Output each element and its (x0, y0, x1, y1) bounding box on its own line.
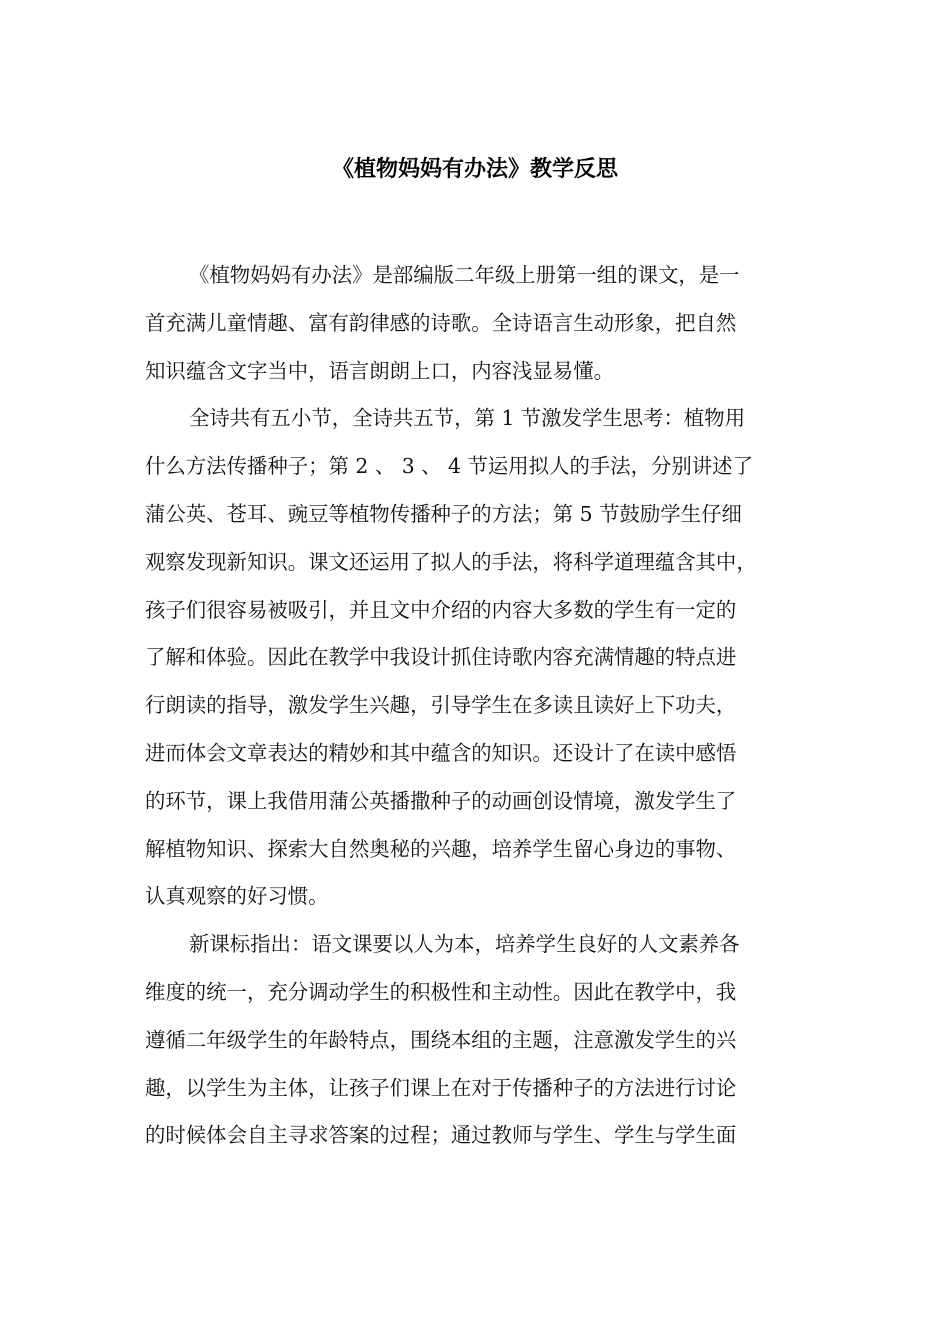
document-body (145, 252, 815, 1160)
paragraph-line: 《植物妈妈有办法》是部编版二年级上册第一组的课文，是一 (189, 263, 740, 287)
paragraph-line: 遵循二年级学生的年龄特点，围绕本组的主题，注意激发学生的兴 (145, 1027, 737, 1052)
document-title: 《植物妈妈有办法》教学反思 (331, 157, 618, 182)
paragraph-line: 观察发现新知识。课文还运用了拟人的手法，将科学道理蕴含其中， (145, 549, 757, 574)
paragraph-2 (145, 395, 815, 921)
paragraph-line: 的环节，课上我借用蒲公英播撒种子的动画创设情境，激发学生了 (145, 788, 737, 813)
paragraph-line: 趣，以学生为主体，让孩子们课上在对于传播种子的方法进行讨论 (145, 1075, 737, 1100)
paragraph-line: 进而体会文章表达的精妙和其中蕴含的知识。还设计了在读中感悟 (145, 740, 737, 765)
paragraph-line: 新课标指出：语文课要以人为本，培养学生良好的人文素养各 (189, 932, 740, 957)
paragraph-line: 首充满儿童情趣、富有韵律感的诗歌。全诗语言生动形象，把自然 (145, 310, 737, 335)
paragraph-line: 行朗读的指导，激发学生兴趣，引导学生在多读且读好上下功夫， (145, 693, 737, 718)
paragraph-line: 了解和体验。因此在教学中我设计抓住诗歌内容充满情趣的特点进 (145, 645, 737, 670)
paragraph-line: 维度的统一，充分调动学生的积极性和主动性。因此在教学中，我 (145, 979, 737, 1004)
paragraph-3 (145, 921, 815, 1160)
paragraph-line: 解植物知识、探索大自然奥秘的兴趣，培养学生留心身边的事物、 (145, 836, 737, 861)
paragraph-line: 知识蕴含文字当中，语言朗朗上口，内容浅显易懂。 (145, 358, 614, 383)
paragraph-line: 全诗共有五小节，全诗共五节，第 1 节激发学生思考：植物用 (189, 406, 746, 431)
paragraph-line: 蒲公英、苍耳、豌豆等植物传播种子的方法；第 5 节鼓励学生仔细 (145, 501, 742, 526)
paragraph-line: 认真观察的好习惯。 (145, 884, 329, 909)
paragraph-line: 孩子们很容易被吸引，并且文中介绍的内容大多数的学生有一定的 (145, 597, 737, 622)
paragraph-line: 的时候体会自主寻求答案的过程；通过教师与学生、学生与学生面 (145, 1123, 737, 1148)
paragraph-line: 什么方法传播种子；第 2 、 3 、 4 节运用拟人的手法，分别讲述了 (145, 454, 753, 479)
paragraph-1 (145, 252, 815, 395)
